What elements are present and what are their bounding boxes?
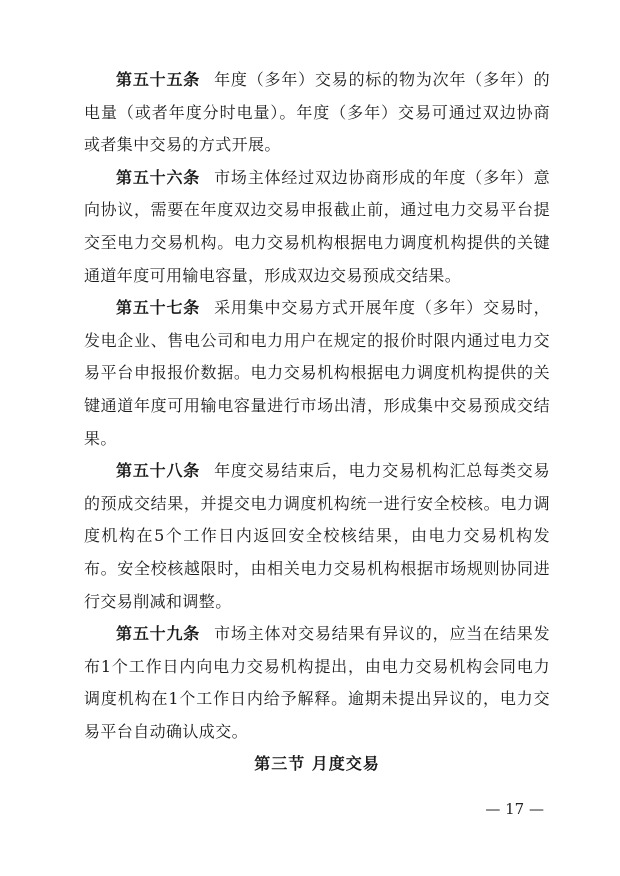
article-text: 市场主体对交易结果有异议的，应当在结果发布1个工作日内向电力交易机构提出，由电力交易机构会同电力调度机构在1个工作日内给予解释。逾期未提出异议的，电力交易平台自动确认成交。 bbox=[84, 624, 550, 741]
article-number: 第五十六条 bbox=[116, 167, 201, 187]
section-title: 第三节 月度交易 bbox=[254, 754, 380, 774]
article-number: 第五十九条 bbox=[116, 624, 201, 644]
article-text: 年度（多年）交易的标的物为次年（多年）的电量（或者年度分时电量）。年度（多年）交易可通过双边协商或者集中交易的方式开展。 bbox=[84, 70, 550, 155]
article-number: 第五十七条 bbox=[116, 298, 201, 318]
article-57 bbox=[84, 292, 550, 455]
article-55 bbox=[84, 64, 550, 162]
article-number: 第五十八条 bbox=[116, 461, 201, 481]
article-58 bbox=[84, 455, 550, 618]
article-text: 年度交易结束后，电力交易机构汇总每类交易的预成交结果，并提交电力调度机构统一进行安全校核。电力调度机构在5个工作日内返回安全校核结果，由电力交易机构发布。安全校核越限时，由相关电力交易机构根据市场规则协同进行交易削减和调整。 bbox=[84, 461, 550, 611]
page-number-container bbox=[0, 800, 620, 818]
page-number: — 17 — bbox=[485, 800, 544, 818]
document-body bbox=[84, 64, 550, 781]
article-text: 采用集中交易方式开展年度（多年）交易时，发电企业、售电公司和电力用户在规定的报价时限内通过电力交易平台申报报价数据。电力交易机构根据电力调度机构提供的关键通道年度可用输电容量进行市场出清，形成集中交易预成交结果。 bbox=[84, 298, 550, 448]
article-text: 市场主体经过双边协商形成的年度（多年）意向协议，需要在年度双边交易申报截止前，通过电力交易平台提交至电力交易机构。电力交易机构根据电力调度机构提供的关键通道年度可用输电容量，形成双边交易预成交结果。 bbox=[84, 167, 550, 285]
article-number: 第五十五条 bbox=[116, 70, 201, 89]
article-59 bbox=[84, 618, 550, 748]
article-56 bbox=[84, 162, 550, 292]
